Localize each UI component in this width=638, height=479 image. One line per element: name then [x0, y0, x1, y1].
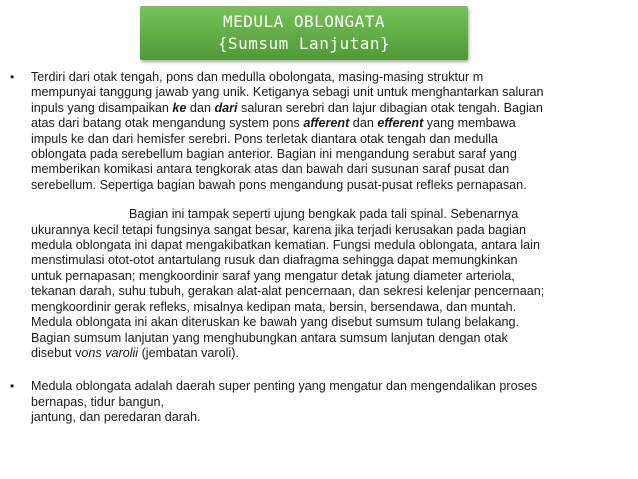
title-line-2: {Sumsum Lanjutan} [217, 34, 391, 53]
text-run: saluran serebri dan lajur dibagian otak tengah. Bagian [237, 100, 543, 115]
para2-line-3: medula oblongata ini dapat mengakibatkan kematian. Fungsi medula oblongata, antara lain [31, 238, 540, 253]
emphasis-ons-varolii: ons varolii [81, 345, 139, 360]
text-run: atas dari batang otak mengandung system pons [31, 116, 304, 131]
spacer [8, 361, 628, 379]
text-run: dan [186, 100, 215, 115]
para1-line-8: serebellum. Sepertiga bagian bawah pons mengandung pusat-pusat refleks pernapasan. [31, 177, 527, 192]
para2-line-9: Bagian sumsum lanjutan yang menghubungkan antara sumsum lanjutan dengan otak [31, 330, 508, 345]
paragraph-2 [8, 207, 628, 361]
slide-title-box [140, 6, 468, 60]
para1-line-6: oblongata pada serebellum bagian anterior. Bagian ini mengandung serabut saraf yang [31, 147, 517, 162]
spacer [8, 193, 628, 207]
para1-line-7: memberikan komikasi antara tengkorak atas dan bawah dari susunan saraf pusat dan [31, 162, 510, 177]
text-run: yang membawa [423, 116, 516, 131]
para1-line-4 [31, 116, 628, 131]
title-line-1: MEDULA OBLONGATA [222, 12, 386, 31]
para3-line-1: Medula oblongata adalah daerah super penting yang mengatur dan mengendalikan proses [31, 379, 538, 394]
para1-line-2: mempunyai tanggung jawab yang unik. Ketiganya sebagi unit untuk menghantarkan saluran [31, 85, 544, 100]
emphasis-ke: ke [172, 100, 187, 115]
bullet-icon: • [10, 70, 15, 84]
slide-content [8, 70, 628, 426]
para2-line-8: Medula oblongata ini akan diteruskan ke bawah yang disebut sumsum tulang belakang. [31, 315, 519, 330]
para2-line-7: mengkoordinir gerak refleks, misalnya kedipan mata, bersin, bersendawa, dan muntah. [31, 299, 517, 314]
bullet-paragraph-1 [8, 70, 628, 193]
para1-line-3 [31, 101, 628, 116]
bullet-paragraph-3 [8, 379, 628, 425]
text-run: (jembatan varoli). [138, 345, 239, 360]
para2-line-2: ukurannya kecil tetapi fungsinya sangat besar, karena jika terjadi kerusakan pada bagian [31, 222, 526, 237]
emphasis-efferent: efferent [377, 116, 424, 131]
para2-line-6: tekanan darah, suhu tubuh, gerakan alat-alat pencernaan, dan sekresi kelenjar pencernaan; [31, 284, 545, 299]
emphasis-afferent: afferent [303, 116, 350, 131]
para2-line-1 [31, 207, 628, 222]
text-run: disebut v [31, 345, 82, 360]
text-run: dan [349, 116, 378, 131]
para3-line-2: bernapas, tidur bangun, [31, 394, 165, 409]
para2-line-4: menstimulasi otot-otot antartulang rusuk dan diafragma sehingga dapat memungkinkan [31, 253, 518, 268]
para2-line-10 [31, 346, 628, 361]
para3-line-3: jantung, dan peredaran darah. [31, 410, 201, 425]
para1-line-5: impuls ke dan dari hemisfer serebri. Pons terletak diantara otak tengah dan medulla [31, 131, 498, 146]
bullet-icon: • [10, 379, 15, 394]
text-run: inpuls yang disampaikan [31, 100, 173, 115]
para2-line-5: untuk pernapasan; mengkoordinir saraf yang mengatur detak jatung diameter arteriola, [31, 268, 515, 283]
para1-line-1: Terdiri dari otak tengah, pons dan medulla obolongata, masing-masing struktur m [31, 70, 484, 84]
emphasis-dari: dari [214, 100, 238, 115]
text-run: Bagian ini tampak seperti ujung bengkak pada tali spinal. Sebenarnya [129, 207, 519, 222]
